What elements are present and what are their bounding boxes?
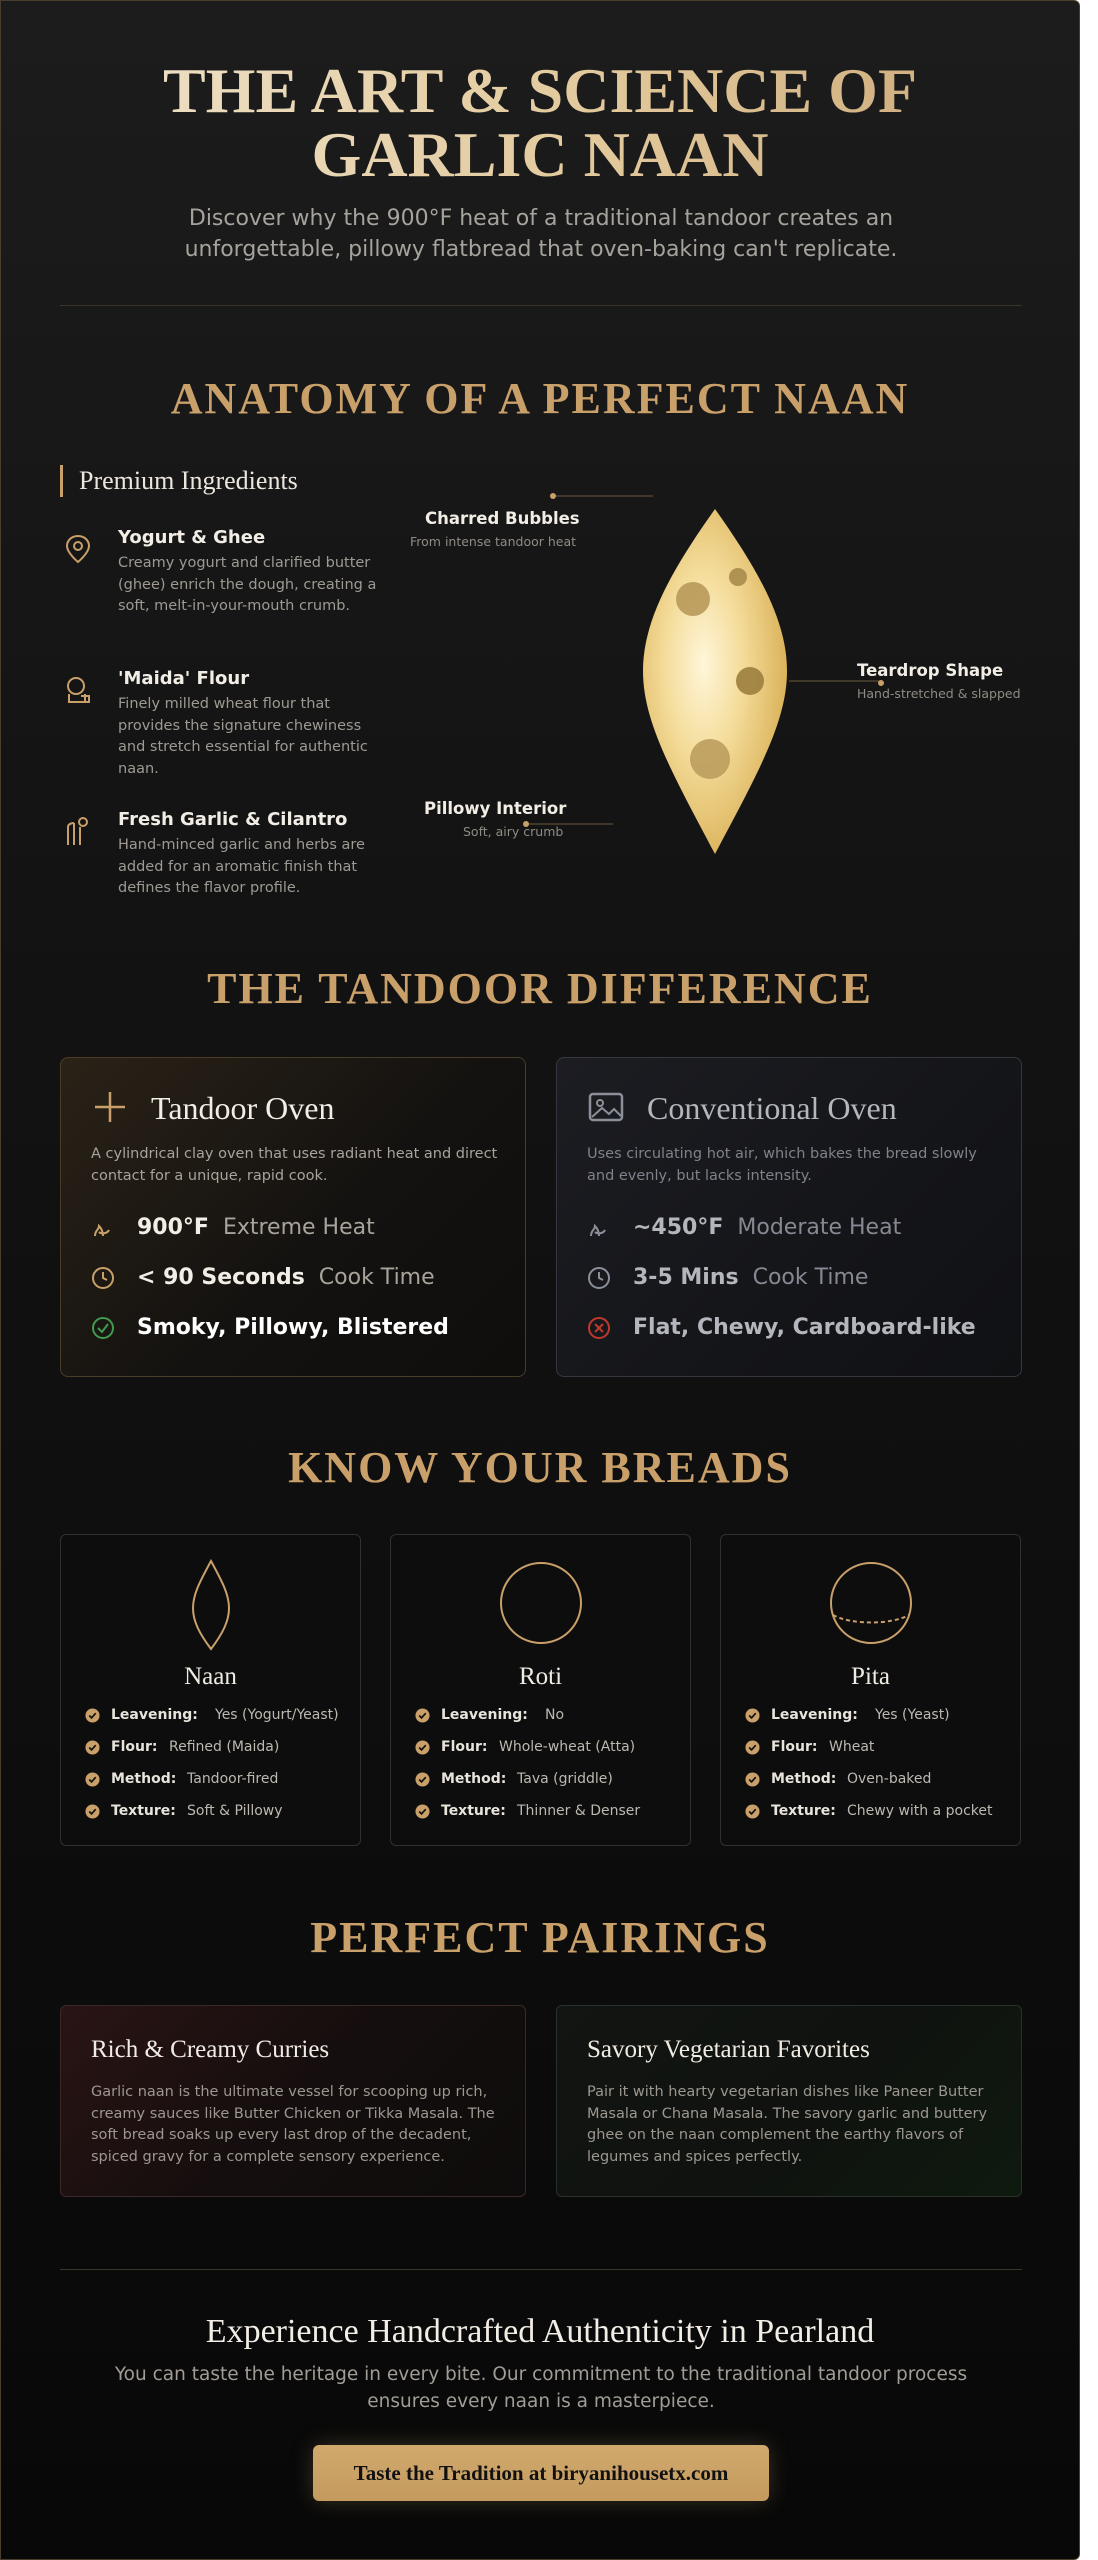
divider <box>60 305 1022 306</box>
result-text: Smoky, Pillowy, Blistered <box>137 1315 449 1340</box>
char-bubble <box>690 739 730 779</box>
char-bubble <box>736 667 764 695</box>
cta-subtitle: You can taste the heritage in every bite. Our commitment to the traditional tandoor process ensures every naan is a masterpiece. <box>114 2364 968 2412</box>
time-value: < 90 Seconds <box>137 1265 305 1290</box>
naan-shape <box>643 509 787 854</box>
check-badge-icon <box>85 1708 100 1723</box>
clock-icon <box>91 1266 115 1290</box>
bread-row-value: No <box>545 1707 565 1723</box>
bread-row-key: Leavening: <box>771 1707 858 1723</box>
callout-charred-desc: From intense tandoor heat <box>410 534 577 549</box>
check-badge-icon <box>415 1708 430 1723</box>
herb-sprig-icon <box>63 815 93 847</box>
check-badge-icon <box>745 1740 760 1755</box>
divider <box>60 2269 1022 2270</box>
bread-row-key: Leavening: <box>111 1707 198 1723</box>
time-value: 3-5 Mins <box>633 1265 739 1290</box>
bread-row-value: Oven-baked <box>847 1771 932 1787</box>
bread-row-key: Texture: <box>441 1803 506 1819</box>
result-text: Flat, Chewy, Cardboard-like <box>633 1315 976 1340</box>
bread-row-key: Method: <box>441 1771 507 1787</box>
time-row-text <box>633 1263 868 1293</box>
check-badge-icon <box>745 1804 760 1819</box>
bread-row-value: Tava (griddle) <box>517 1771 613 1787</box>
bread-row-key: Flour: <box>441 1739 488 1755</box>
pairing-desc: Garlic naan is the ultimate vessel for scooping up rich, creamy sauces like Butter Chicken or Tikka Masala. The soft bread soaks up every last drop of the decadent, spiced gravy for a complete sensory experience. <box>91 2084 495 2165</box>
card-desc: A cylindrical clay oven that uses radiant heat and direct contact for a unique, rapid cook. <box>91 1146 498 1184</box>
check-circle-icon <box>91 1316 115 1340</box>
pairing-desc: Pair it with hearty vegetarian dishes like Paneer Butter Masala or Chana Masala. The savory garlic and buttery ghee on the naan complement the earthy flavors of legumes and spices perfectly. <box>587 2084 988 2165</box>
time-row-text <box>137 1263 435 1293</box>
cta-title: Experience Handcrafted Authenticity in Pearland <box>205 2313 875 2350</box>
pairing-card-vegetarian <box>556 2005 1022 2197</box>
bread-row-key: Flour: <box>111 1739 158 1755</box>
page-subtitle: Discover why the 900°F heat of a traditional tandoor creates an unforgettable, pillowy flatbread that oven-baking can't replicate. <box>184 206 898 262</box>
ingredient-item <box>63 668 383 778</box>
bread-row-value: Refined (Maida) <box>169 1739 280 1755</box>
check-badge-icon <box>415 1772 430 1787</box>
temp-value: 900°F <box>137 1215 209 1240</box>
bread-row-value: Wheat <box>829 1739 875 1755</box>
card-title: Conventional Oven <box>647 1090 897 1126</box>
char-bubble <box>676 582 710 616</box>
title-line-1: THE ART & SCIENCE OF <box>162 55 918 126</box>
check-badge-icon <box>85 1772 100 1787</box>
pairing-card-curries <box>60 2005 526 2197</box>
bread-row-value: Thinner & Denser <box>517 1803 641 1819</box>
naan-outline-icon <box>161 1553 261 1653</box>
bread-row-value: Whole-wheat (Atta) <box>499 1739 636 1755</box>
pita-outline-icon <box>821 1553 921 1653</box>
bread-row-key: Texture: <box>111 1803 176 1819</box>
bread-row-key: Flour: <box>771 1739 818 1755</box>
charred-callout-dot <box>550 493 556 499</box>
image-frame-icon <box>587 1088 625 1126</box>
temp-value: ~450°F <box>633 1215 724 1240</box>
temp-label: Moderate Heat <box>737 1215 902 1240</box>
callout-pillowy-title: Pillowy Interior <box>424 799 567 818</box>
chef-hat-icon <box>63 674 93 706</box>
check-badge-icon <box>745 1708 760 1723</box>
temp-row-text <box>137 1213 375 1243</box>
heat-icon <box>587 1216 611 1240</box>
plus-flame-icon <box>91 1088 129 1126</box>
breads-section-title: KNOW YOUR BREADS <box>288 1443 792 1492</box>
bread-card-roti <box>390 1534 691 1846</box>
bread-row-value: Chewy with a pocket <box>847 1803 993 1819</box>
ingredients-heading: Premium Ingredients <box>60 465 298 497</box>
pairing-title: Rich & Creamy Curries <box>91 2036 330 2063</box>
location-pin-icon <box>63 533 93 565</box>
card-desc: Uses circulating hot air, which bakes the bread slowly and evenly, but lacks intensity. <box>587 1146 977 1184</box>
ingredient-name: 'Maida' Flour <box>118 668 250 689</box>
char-bubble <box>729 568 747 586</box>
check-badge-icon <box>85 1740 100 1755</box>
ingredient-desc: Hand-minced garlic and herbs are added for an aromatic finish that defines the flavor profile. <box>118 837 365 896</box>
clock-icon <box>587 1266 611 1290</box>
ingredient-item <box>63 809 383 899</box>
ingredient-name: Fresh Garlic & Cilantro <box>118 809 348 830</box>
bread-row-value: Yes (Yeast) <box>875 1707 950 1723</box>
bread-name: Roti <box>518 1663 563 1690</box>
card-title: Tandoor Oven <box>151 1090 335 1126</box>
callout-charred-title: Charred Bubbles <box>425 509 580 528</box>
bread-row-value: Soft & Pillowy <box>187 1803 283 1819</box>
temp-row-text <box>633 1213 901 1243</box>
bread-row-key: Method: <box>771 1771 837 1787</box>
check-badge-icon <box>415 1804 430 1819</box>
heat-icon <box>91 1216 115 1240</box>
bread-row-value: Tandoor-fired <box>187 1771 279 1787</box>
title-line-2: GARLIC NAAN <box>311 119 769 190</box>
check-badge-icon <box>85 1804 100 1819</box>
anatomy-section-title: ANATOMY OF A PERFECT NAAN <box>170 374 910 423</box>
bread-row-key: Texture: <box>771 1803 836 1819</box>
pairings-section-title: PERFECT PAIRINGS <box>310 1913 770 1962</box>
callout-teardrop-desc: Hand-stretched & slapped <box>857 686 1021 701</box>
conventional-oven-card <box>556 1057 1022 1377</box>
ingredient-name: Yogurt & Ghee <box>118 527 266 548</box>
ingredient-desc: Finely milled wheat flour that provides the signature chewiness and stretch essential for authentic naan. <box>118 696 368 777</box>
cta-button[interactable]: Taste the Tradition at biryanihousetx.com <box>313 2445 769 2501</box>
page-title <box>1 55 1079 190</box>
bread-card-pita <box>720 1534 1021 1846</box>
tandoor-oven-card <box>60 1057 526 1377</box>
callout-teardrop-title: Teardrop Shape <box>857 661 1004 680</box>
bread-row-value: Yes (Yogurt/Yeast) <box>215 1707 339 1723</box>
temp-label: Extreme Heat <box>222 1215 375 1240</box>
ingredient-desc: Creamy yogurt and clarified butter (ghee) enrich the dough, creating a soft, melt-in-your-mouth crumb. <box>118 555 377 614</box>
roti-outline-icon <box>491 1553 591 1653</box>
time-label: Cook Time <box>318 1265 435 1290</box>
x-circle-icon <box>587 1316 611 1340</box>
ingredient-item <box>63 527 383 637</box>
check-badge-icon <box>745 1772 760 1787</box>
pairing-title: Savory Vegetarian Favorites <box>587 2036 870 2063</box>
bread-name: Naan <box>184 1663 237 1690</box>
time-label: Cook Time <box>752 1265 869 1290</box>
tandoor-section-title: THE TANDOOR DIFFERENCE <box>207 964 873 1013</box>
check-badge-icon <box>415 1740 430 1755</box>
bread-row-key: Method: <box>111 1771 177 1787</box>
callout-pillowy-desc: Soft, airy crumb <box>463 824 564 839</box>
bread-row-key: Leavening: <box>441 1707 528 1723</box>
bread-card-naan <box>60 1534 361 1846</box>
bread-name: Pita <box>851 1663 890 1690</box>
